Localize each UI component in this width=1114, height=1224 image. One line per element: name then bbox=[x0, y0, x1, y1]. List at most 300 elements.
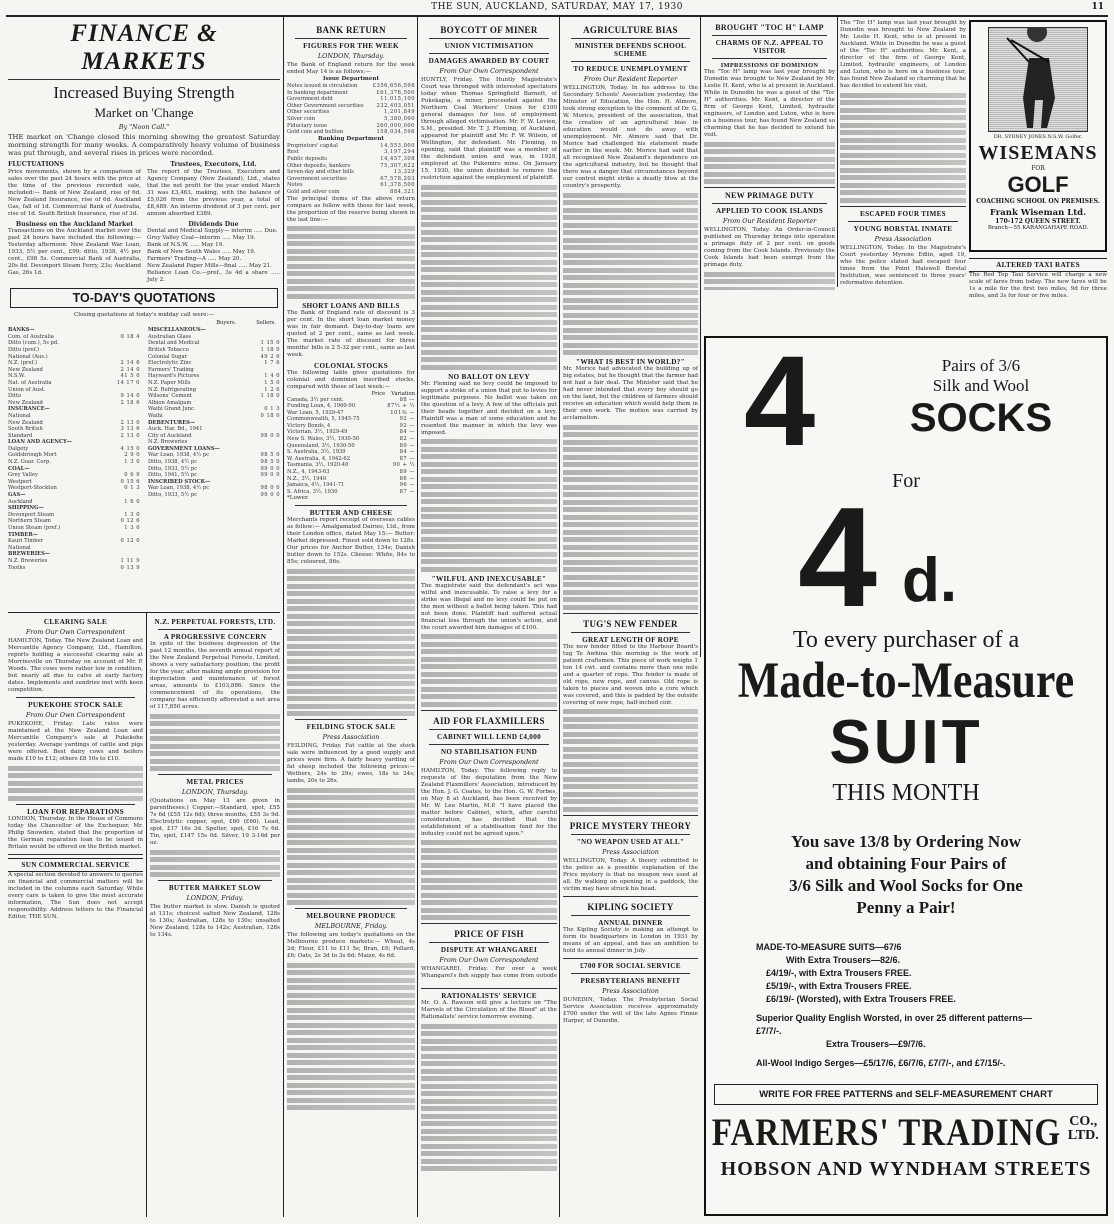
colonial-row bbox=[287, 416, 415, 423]
bank-intro: The Bank of England return for the week ended May 14 is as follows:— bbox=[287, 62, 415, 75]
quote-row bbox=[148, 367, 280, 374]
quote-row-value: 1 4 0 bbox=[264, 373, 280, 380]
colonial-row bbox=[287, 482, 415, 489]
banking-row bbox=[287, 169, 415, 176]
quote-row-value: 99 0 0 bbox=[260, 472, 280, 479]
dividend-item: Dental and Medical Supply— interim ..... Due. bbox=[147, 228, 278, 235]
quote-row-label: Devonport Steam bbox=[8, 511, 55, 518]
colonial-row-label: W. Australia, 4, 1942-62 bbox=[287, 455, 350, 462]
impressions-title: IMPRESSIONS OF DOMINION bbox=[720, 62, 819, 69]
big-four-d: 4 bbox=[798, 478, 877, 637]
service-title: £700 FOR SOCIAL SERVICE bbox=[580, 961, 681, 970]
progressive-title: A PROGRESSIVE CONCERN bbox=[163, 633, 267, 641]
issue-row-label: Silver coin bbox=[287, 115, 316, 122]
colonial-row-value: 90 + ½ bbox=[392, 462, 415, 469]
weapon-title: "NO WEAPON USED AT ALL" bbox=[576, 837, 685, 846]
issue-row-value: 158,034,598 bbox=[376, 129, 415, 136]
issue-row bbox=[287, 123, 415, 130]
colonial-row-label: New S. Wales, 3½, 1930-50 bbox=[287, 436, 360, 443]
quote-row-value: 98 5 0 bbox=[260, 452, 280, 459]
quote-row-label: Ditto, 1941, 5½ pc bbox=[148, 472, 198, 479]
indigo-serges: All-Wool Indigo Serges—£5/17/6, £6/7/6, £7/7/-, and £7/15/-. bbox=[756, 1058, 1006, 1068]
quote-row-label: National bbox=[8, 544, 31, 551]
colonial-row-value: 92 — bbox=[399, 422, 415, 429]
quote-row-value: 0 18 0 bbox=[260, 412, 280, 419]
quote-row bbox=[8, 525, 140, 532]
quote-row-label: DEBENTURES— bbox=[148, 419, 196, 426]
reduce-title: TO REDUCE UNEMPLOYMENT bbox=[573, 65, 688, 73]
quote-row-label: Westport-Stockton bbox=[8, 485, 57, 492]
dividend-item: Reliance Loan Co.—pref., 3s 4d a share ..... July 2. bbox=[147, 270, 280, 284]
quote-row-label: Goldsbrough Mort bbox=[8, 452, 57, 459]
save-line-3: 3/6 Silk and Wool Socks for One bbox=[789, 876, 1023, 895]
quote-row-label: Westport bbox=[8, 478, 32, 485]
quote-row-value: 0 6 9 bbox=[124, 472, 140, 479]
masthead-title: THE SUN, AUCKLAND, SATURDAY, MAY 17, 1930 bbox=[431, 2, 683, 12]
intro-paragraph: THE market on 'Change closed this morning showing the greatest Saturday morning strength for many weeks. A comparatively heavy volume of business was put through, and several rises in prices were recorded. bbox=[8, 133, 280, 157]
quote-row bbox=[8, 413, 140, 420]
melbourne-title: MELBOURNE PRODUCE bbox=[306, 912, 396, 921]
quote-row bbox=[8, 479, 140, 486]
fluctuations-text: Price movements, shown by a comparison of sales over the past 24 hours with the price at the time of the previous recorded sale, included:— Bank of New Zealand, rise of 6d. New Zealand Insurance, rise of 6d. Auckland Gas, fall of 1d. Commercial Bank of Australia, rise of 1d. South British Insurance, rise of 3d. bbox=[8, 168, 141, 217]
colonial-text: The following table gives quotations for colonial and dominion inscribed stocks, compared with those of last week:— bbox=[287, 369, 415, 390]
nz-forests-text: In spite of the business depression of the past 12 months, the seventh annual report of the New Zealand Perpetual Forests, Limited, shows a very satisfactory position; the profit for the year, after making ample provision for depreciation and maintenance of forest areas, amounts to £103,886. Since the commencement of its operations, the company has efficiently afforested a net area of 117,850 acres. bbox=[150, 641, 280, 710]
quote-row-label: Australian Glass bbox=[148, 333, 192, 340]
quote-row bbox=[148, 334, 280, 341]
headline: Increased Buying Strength bbox=[53, 83, 235, 102]
store-address: HOBSON AND WYNDHAM STREETS bbox=[720, 1158, 1092, 1180]
quote-row-label: TIMBER— bbox=[8, 531, 38, 538]
butter-market-title: BUTTER MARKET SLOW bbox=[168, 884, 262, 892]
quote-row-label: Electrolytic Zinc bbox=[148, 360, 192, 367]
boycott-column bbox=[421, 20, 557, 980]
quote-row-value: 2 13 0 bbox=[120, 419, 140, 426]
annual-title: ANNUAL DINNER bbox=[598, 918, 663, 927]
banking-row bbox=[287, 149, 415, 156]
quote-row-value: 49 2 6 bbox=[260, 353, 280, 360]
quote-row bbox=[8, 518, 140, 525]
dividends-heading: Dividends Due bbox=[188, 220, 239, 228]
issue-row-value: £61,378,500 bbox=[376, 89, 415, 96]
socks-word: SOCKS bbox=[909, 396, 1053, 440]
price-1: £4/19/-, with Extra Trousers FREE. bbox=[766, 968, 912, 978]
quote-row-label: Ditto, 1938, 4½ pc bbox=[148, 459, 198, 466]
sun-service-text: A special section devoted to answers to queries on financial and commercial matters will be included in the columns each Saturday. While every care is taken to give the most accurate information, The Sun does not accept responsibility. Address letters to the Financial Editor, THE SUN. bbox=[8, 871, 143, 920]
bias-text: WELLINGTON, Today. In his address to the Secondary Schools' Association yesterday, the Minister of Education, the Hon. H. Atmore, took strong exception to the comment of Dr. G. W. Morice, president of the association, that the creation of an agricultural bias in education would not do away with unemployment. Mr. Atmore said that Dr. Morice had challenged his statement made earlier in the week. Mr. Morice had said that all recognised New Zealand's dependence on the agricultural industry, but he thought that there was a danger that circumstances beyond our control might strike a deadly blow at the country's prosperity. bbox=[563, 85, 698, 189]
colonial-title: COLONIAL STOCKS bbox=[313, 361, 389, 370]
feilding-text: FEILDING, Friday. Fat cattle at the stock sale were influenced by a good supply and prices were firm. A fairly heavy yarding of fat sheep included the following prices:— Wethers, 24s to 29s; ewes, 18s to 24s; lambs, 20s to 26s. bbox=[287, 743, 415, 785]
quote-row bbox=[148, 340, 280, 347]
quote-row-value: 4 15 0 bbox=[120, 445, 140, 452]
dividend-item: Bank of New South Wales ..... May 19. bbox=[147, 249, 256, 256]
taxi-text: The Red Top Taxi Service will charge a new scale of fares from today. The new fares will be 1s a mile for the first two miles, 9d for three miles, and 3s for four or five miles. bbox=[969, 272, 1107, 299]
fish-title: PRICE OF FISH bbox=[454, 929, 524, 939]
golf-firm: Frank Wiseman Ltd. bbox=[989, 208, 1087, 218]
golf-school: COACHING SCHOOL ON PREMISES. bbox=[976, 198, 1100, 205]
quote-row-value: 2 13 0 bbox=[120, 432, 140, 439]
rope-title: GREAT LENGTH OF ROPE bbox=[582, 635, 679, 644]
quote-row-label: City of Auckland bbox=[148, 432, 192, 439]
ballot-title: NO BALLOT ON LEVY bbox=[448, 372, 530, 381]
quote-row-label: Albion Amalgam bbox=[148, 399, 192, 406]
sun-service-title: SUN COMMERCIAL SERVICE bbox=[8, 858, 143, 872]
issue-row-value: £356,656,598 bbox=[372, 83, 415, 89]
price-list bbox=[756, 941, 1056, 1070]
price-3: £6/19/- (Worsted), with Extra Trousers FREE. bbox=[766, 994, 956, 1004]
col5b bbox=[840, 20, 966, 290]
butter-market-text: The butter market is slow. Danish is quoted at 131s; choicest salted New Zealand, 128s to 130s; Australian, 128s to 130s; unsalted New Zealand, 128s to 142s; Australian, 128s to 134s. bbox=[150, 904, 280, 938]
issue-row bbox=[287, 83, 415, 90]
divider bbox=[8, 612, 280, 613]
col1-bottom-right bbox=[150, 615, 280, 1215]
colonial-row-label: Tasmania, 3½, 1920-40 bbox=[287, 462, 349, 469]
quote-row-value: 0 13 9 bbox=[120, 564, 140, 571]
quotations-left bbox=[8, 327, 140, 571]
fish-source: From Our Own Correspondent bbox=[439, 956, 539, 964]
quote-row-label: National (Aus.) bbox=[8, 353, 48, 360]
banking-row-label: Other deposits, bankers bbox=[287, 162, 351, 169]
aid-source: From Our Own Correspondent bbox=[439, 757, 539, 766]
mtm-price: MADE-TO-MEASURE SUITS—67/6 bbox=[756, 942, 902, 952]
clearing-title: CLEARING SALE bbox=[43, 618, 108, 626]
colonial-row bbox=[287, 462, 415, 469]
banking-row-value: 884,321 bbox=[390, 188, 415, 195]
quote-row-value: 1 18 0 bbox=[260, 393, 280, 400]
colonial-row-value: 80 — bbox=[399, 442, 415, 449]
toch-column bbox=[704, 20, 835, 290]
what-title: "WHAT IS BEST IN WORLD?" bbox=[576, 358, 685, 366]
primage-source: From Our Resident Reporter bbox=[722, 217, 817, 225]
colonial-footnote: *Lower. bbox=[287, 495, 309, 502]
quote-row-value: 2 14 6 bbox=[120, 360, 140, 367]
aid-text: HAMILTON, Today. The following reply to requests of the deputation from the New Zealand Flaxmillers' Association, introduced by the Hon. J. G. Coates, to the Hon. G. W. Forbes, on May 8 at Auckland, has been received by Mr. W. Lee Martin, M.P. "I have placed the matter before Cabinet, which, after careful consideration, has decided that the establishment of a stabilisation fund for the industry could not be agreed upon." bbox=[421, 767, 557, 837]
issue-row bbox=[287, 116, 415, 123]
quote-row-value: 99 0 0 bbox=[260, 465, 280, 472]
quote-row-value: 0 15 6 bbox=[120, 478, 140, 485]
pence-d: d. bbox=[902, 546, 958, 615]
quote-row-label: N.S.W. bbox=[8, 373, 25, 380]
butter-cheese-text: Merchants report receipt of overseas cables as follow:— Amalgamated Dairies, Ltd., from their London office, dated May 15:— Butter: Market depressed. Finest sold down to 128s. Our prices for Anchor Butter, 134s; Danish butter down to 152s. Cheese: White, 84s to 85s; coloured, 86s. bbox=[287, 517, 415, 566]
banking-row-label: Public deposits bbox=[287, 155, 327, 162]
rationalists-text: Mr. O. A. Rawson will give a lecture on "The Marvels of the Circulation of the Blood" at the Rationalists' service tomorrow evening. bbox=[421, 1000, 557, 1020]
quote-row-label: Waihi bbox=[148, 412, 163, 419]
golf-for: FOR bbox=[1031, 165, 1045, 172]
quote-row-value: 98 5 0 bbox=[260, 459, 280, 466]
quote-row bbox=[8, 485, 140, 492]
banking-row-value: 14,553,000 bbox=[380, 142, 415, 149]
butter-market-dateline: LONDON, Friday. bbox=[186, 894, 244, 902]
quote-row bbox=[148, 327, 280, 334]
fish-text: WHANGAREI, Friday. For over a week Whangarei's fish supply has come from outside bbox=[421, 966, 557, 979]
quote-row-value: 98 0 0 bbox=[260, 432, 280, 439]
issue-row-value: 5,380,000 bbox=[384, 115, 415, 122]
quote-row bbox=[148, 393, 280, 400]
quote-row-value: 1 5 0 bbox=[264, 379, 280, 386]
banking-row-label: Proprietors' capital bbox=[287, 142, 338, 149]
quote-row-label: Waihi Grand Junc. bbox=[148, 406, 196, 413]
ballot-text: Mr. Fleming said no levy could be imposed to support a strike of a union that put to levies for legitimate purposes. No ballot was taken on the question of a levy. A few of the officials put their heads together and decided on a levy. Plaintiff was a man of some education and he resented the manner in which the levy was imposed. bbox=[421, 380, 557, 436]
sellers-header: Sellers. bbox=[256, 320, 276, 327]
escaped-title: ESCAPED FOUR TIMES bbox=[860, 209, 946, 218]
quote-row bbox=[8, 400, 140, 407]
aid-title: AID FOR FLAXMILLERS bbox=[433, 715, 545, 726]
colonial-row-label: S. Africa, 3½, 1930 bbox=[287, 488, 338, 495]
colonial-row-label: Funding Loan, 4, 1960-90 bbox=[287, 403, 356, 410]
colonial-row-label: Queensland, 3½, 1930-50 bbox=[287, 442, 355, 449]
bank-dateline: LONDON, Thursday. bbox=[317, 52, 385, 60]
issue-row-label: In banking department bbox=[287, 89, 348, 96]
quote-row bbox=[148, 413, 280, 420]
colonial-row-label: War Loan, 5, 1929-47 bbox=[287, 409, 344, 416]
quote-row-label: Ditto bbox=[8, 393, 22, 400]
rationalists-block bbox=[421, 985, 557, 1215]
quote-row-label: War Loan, 1938, 4½ pc bbox=[148, 485, 210, 492]
colonial-row-value: 82 — bbox=[399, 436, 415, 443]
quote-row-label: War Loan, 1938, 4½ pc bbox=[148, 452, 210, 459]
column-rule bbox=[283, 17, 284, 1217]
bank-note: The principal items of the above return compare as follow with those for last week, the proportion of the reserve being shown in the last line:— bbox=[287, 195, 415, 223]
dividend-item: Grey Valley Coal—interim ..... May 19. bbox=[147, 235, 256, 242]
union-title: UNION VICTIMISATION bbox=[444, 42, 534, 50]
quote-row-value: 98 0 0 bbox=[260, 485, 280, 492]
quote-row-value: 0 1 3 bbox=[124, 485, 140, 492]
quote-row bbox=[148, 347, 280, 354]
banking-row-value: 67,578,203 bbox=[380, 175, 415, 182]
banking-heading: Banking Department bbox=[318, 135, 384, 142]
quote-row-value: 2 9 0 bbox=[124, 452, 140, 459]
quote-row bbox=[8, 532, 140, 539]
wilful-text: The magistrate said the defendant's act was wilful and inexcusable. To raise a levy for a strike was illegal and no levy could be put on the men without a ballot being taken. This had not been done. Plaintiff had suffered actual financial loss through the union's action, and the court awarded him damages of £100. bbox=[421, 582, 557, 631]
quote-row bbox=[148, 387, 280, 394]
melbourne-dateline: MELBOURNE, Friday. bbox=[314, 922, 388, 931]
stabilisation-title: NO STABILISATION FUND bbox=[440, 747, 538, 756]
quotations-note: Closing quotations at today's midday call were:— bbox=[74, 312, 214, 319]
column-rule bbox=[837, 17, 838, 287]
toch-continued: The "Toc H" lamp was last year brought by Dunedin was brought to New Zealand by Mr. Leslie H. Kent, who is at present in Auckland. While in Dunedin he was a guest of the "Toc H" authorities. Mr. Kent, a director of the firm of George Kent, Limited, hydraulic engineers, of London and Luton, who is here on a business tour, has found New Zealand so charming that he has decided to extend his visit. bbox=[840, 20, 966, 89]
kipling-text: The Kipling Society is making an attempt to form its headquarters in London in 1931 by means of an appeal, and has an ambition to hold its annual dinner in July. bbox=[563, 926, 698, 954]
save-line-4: Penny a Pair! bbox=[856, 898, 956, 917]
taxi-title: ALTERED TAXI RATES bbox=[969, 258, 1107, 272]
loan-title: LOAN FOR REPARATIONS bbox=[27, 807, 124, 816]
quote-row-label: BANKS— bbox=[8, 327, 35, 334]
colonial-row-label: N.Z., 4, 1943-63 bbox=[287, 469, 330, 476]
colonial-row-value: 89 — bbox=[399, 469, 415, 476]
price-header: Price bbox=[371, 390, 386, 397]
banking-row bbox=[287, 163, 415, 170]
quote-row bbox=[8, 459, 140, 466]
tug-text: The new fender fitted to the Harbour Board's tug Te Awhina this morning is the work of patient craftsmen. This piece of work weighs 1 ton 14 cwt. and contains more than one mile and a quarter of rope. The fender is made of old rope, new rope, and canvas. Old rope is taken to pieces and woven into a core which was covered, and this is padded by the outside covering of new rope, half-inched coir. bbox=[563, 643, 698, 706]
quote-row-label: Com. of Australia bbox=[8, 333, 54, 340]
this-month: THIS MONTH bbox=[832, 780, 980, 806]
clearing-source: From Our Own Correspondent bbox=[25, 628, 126, 636]
mystery-title: PRICE MYSTERY THEORY bbox=[569, 820, 692, 831]
mystery-source: Press Association bbox=[602, 847, 659, 856]
colonial-row-label: Commonwealth, 5, 1945-75 bbox=[287, 416, 360, 423]
quote-row-label: Ditto, 1933, 5½ pc bbox=[148, 492, 198, 499]
taxi-block bbox=[969, 256, 1107, 332]
mystery-text: WELLINGTON, Today. A theory submitted to the police as a possible explanation of the Price mystery is that no weapon was used at all. By walking on opening in a paddock, the victim may have struck his head. bbox=[563, 857, 698, 892]
quote-row-label: Standard bbox=[8, 432, 33, 439]
quote-row bbox=[148, 420, 280, 427]
issue-row-value: 11,015,100 bbox=[380, 96, 415, 103]
quote-row-label: GOVERNMENT LOANS— bbox=[148, 445, 220, 452]
quote-row-label: Grey Valley bbox=[8, 472, 38, 479]
savings-block bbox=[706, 831, 1106, 919]
banking-row bbox=[287, 189, 415, 196]
quote-row bbox=[148, 354, 280, 361]
fluctuations-heading: FLUCTUATIONS bbox=[8, 161, 65, 168]
banking-row bbox=[287, 156, 415, 163]
quote-row-label: Hayward's Pictures bbox=[148, 373, 200, 380]
colonial-row bbox=[287, 449, 415, 456]
issue-row bbox=[287, 129, 415, 136]
colonial-row-label: N.Z., 3½, 1940 bbox=[287, 475, 327, 482]
banking-row-value: 75,307,622 bbox=[380, 162, 415, 169]
farmers-trading-name: FARMERS' TRADING bbox=[711, 1111, 1062, 1155]
quote-row-label: Dental and Medical bbox=[148, 340, 200, 347]
issue-row-label: Other Government securities bbox=[287, 102, 364, 109]
colonial-row bbox=[287, 410, 415, 417]
quote-row bbox=[8, 426, 140, 433]
quote-row bbox=[8, 367, 140, 374]
quote-row-value: 0 18 4 bbox=[120, 333, 140, 340]
quote-row-label: N.Z. Breweries bbox=[8, 557, 48, 564]
butter-cheese-title: BUTTER AND CHEESE bbox=[309, 509, 393, 518]
quote-row-value: 2 18 6 bbox=[120, 399, 140, 406]
issue-row-value: 260,000,000 bbox=[376, 122, 415, 129]
quote-row bbox=[8, 406, 140, 413]
quote-row-label: GAS— bbox=[8, 492, 26, 499]
service-source: Press Association bbox=[602, 986, 659, 995]
column-rule bbox=[417, 17, 418, 1217]
feilding-title: FEILDING STOCK SALE bbox=[306, 723, 396, 732]
toch-text: The "Toc H" lamp was last year brought by Dunedin was brought to New Zealand by Mr. Leslie H. Kent, who is at present in Auckland. While in Dunedin he was a guest of the "Toc H" authorities. Mr. Kent, a director of the firm of George Kent, Limited, hydraulic engineers, of London and Luton, who is here on a business tour, has found New Zealand so charming that he has decided to extend his visit. bbox=[704, 69, 835, 138]
golfer-photo bbox=[988, 27, 1088, 132]
dividends-list bbox=[147, 228, 280, 284]
borstal-title: YOUNG BORSTAL INMATE bbox=[853, 224, 953, 233]
dividend-item: Bank of N.S.W. ..... May 19. bbox=[147, 242, 225, 249]
banking-row bbox=[287, 143, 415, 150]
subheadline: Market on 'Change bbox=[94, 105, 194, 120]
colonial-row bbox=[287, 436, 415, 443]
issue-row-value: 1,201,849 bbox=[384, 109, 415, 116]
quote-row bbox=[148, 373, 280, 380]
pairs-line: Pairs of 3/6 bbox=[941, 356, 1021, 375]
issue-row bbox=[287, 109, 415, 116]
quote-row-label: SHIPPING— bbox=[8, 505, 44, 512]
what-text: Mr. Morice had advocated the building up of big estates, but he thought that the farmer had not had a fair deal. The Minister said that he had never intended that every boy should go on the land, but the children of farmers should receive an education which would help them in their own work. The motion was carried by acclamation. bbox=[563, 366, 698, 421]
page-number: 11 bbox=[1091, 2, 1104, 12]
big-four: 4 bbox=[744, 330, 816, 473]
tug-title: TUG'S NEW FENDER bbox=[583, 618, 678, 629]
issue-row-label: Fiduciary issue bbox=[287, 122, 328, 129]
quote-row-label: Nat. of Australia bbox=[8, 379, 52, 386]
banking-row-label: Gold and silver coin bbox=[287, 188, 340, 195]
boycott-source: From Our Own Correspondent bbox=[439, 67, 539, 75]
quote-row bbox=[8, 472, 140, 479]
colonial-row-value: 87 — bbox=[399, 488, 415, 495]
quote-row-label: Tooths bbox=[8, 564, 26, 571]
quote-row bbox=[148, 492, 280, 499]
quote-row-label: N.Z. (pref.) bbox=[8, 360, 37, 367]
quote-row bbox=[8, 538, 140, 545]
golf-address-1: 170-172 QUEEN STREET. bbox=[995, 218, 1081, 225]
save-line-1: You save 13/8 by Ordering Now bbox=[791, 832, 1021, 851]
quote-row-label: N.Z. Guar. Corp. bbox=[8, 459, 51, 466]
trustees-heading: Trustees, Executors, Ltd. bbox=[170, 161, 257, 168]
firm-name bbox=[706, 1111, 1106, 1155]
quote-row-label: BREWERIES— bbox=[8, 551, 51, 558]
colonial-row-label: S. Australia, 3½, 1939 bbox=[287, 449, 346, 456]
issue-row-label: Other securities bbox=[287, 109, 330, 116]
service-text: DUNEDIN, Today. The Presbyterian Social Service Association receives approximately £700 under the will of the late Agnes Finnie Harper, of Dunedin. bbox=[563, 996, 698, 1024]
col1-bottom-left bbox=[8, 615, 143, 1215]
quote-row bbox=[8, 393, 140, 400]
quote-row bbox=[8, 512, 140, 519]
quote-row bbox=[8, 439, 140, 446]
colonial-row bbox=[287, 469, 415, 476]
quote-row-label: Ditto, 1933, 5½ pc bbox=[148, 465, 198, 472]
issue-row-value: 232,403,051 bbox=[376, 102, 415, 109]
section-title: FINANCE & MARKETS bbox=[70, 20, 218, 75]
golf-address-2: Branch—55 KARANGAHAPE ROAD. bbox=[987, 225, 1089, 231]
quote-row-label: New Zealand bbox=[8, 399, 43, 406]
variation-header: Variation bbox=[391, 390, 415, 397]
colonial-row-label: Victorian, 3½, 1929-49 bbox=[287, 429, 348, 436]
colonial-row bbox=[287, 489, 415, 496]
quote-row-label: Union of Aust. bbox=[8, 386, 46, 393]
issue-row bbox=[287, 103, 415, 110]
quote-row bbox=[8, 492, 140, 499]
quote-row bbox=[148, 400, 280, 407]
quote-row-label: National bbox=[8, 412, 31, 419]
quote-row-value: 1 3 0 bbox=[124, 525, 140, 531]
quote-row-label: INSCRIBED STOCK— bbox=[148, 478, 211, 485]
quote-row-label: Ditto (pref.) bbox=[8, 346, 40, 353]
issue-table bbox=[287, 83, 415, 136]
quote-row bbox=[8, 505, 140, 512]
metal-title: METAL PRICES bbox=[186, 778, 244, 786]
colonial-table bbox=[287, 397, 415, 496]
quote-row bbox=[148, 459, 280, 466]
escaped-source: Press Association bbox=[874, 234, 932, 243]
melbourne-text: The following are today's quotations on the Melbourne produce markets:— Wheat, 4s 2d; Flour, £11 to £11 5s; Bran, £6; Pollard, £6; Oats, 2s 3d to 3s 6d; Maize, 4s 6d. bbox=[287, 932, 415, 960]
column-rule bbox=[700, 17, 701, 657]
quote-row-label: N.Z. Refrigerating bbox=[148, 386, 197, 393]
short-loans-text: The Bank of England rate of discount is 3 per cent. In the short loan market money was in fair demand. Day-to-day loans are quoted at 2 per cent., same as last week. The market rate of discount for three months' bills is 2 5-32 per cent., same as last week. bbox=[287, 309, 415, 358]
issue-heading: Issue Department bbox=[322, 76, 380, 82]
quote-row bbox=[8, 558, 140, 565]
colonial-row bbox=[287, 403, 415, 410]
quote-row bbox=[8, 380, 140, 387]
banking-row bbox=[287, 182, 415, 189]
quote-row-value: 1 2 6 bbox=[264, 386, 280, 393]
metal-text: (Quotations on May 13 are given in parentheses.) Copper.—Standard, spot, £55 7s 6d (£55 12s 6d); three months, £55 3s 9d. Electrolytic copper, spot, £60 (£60). Lead, spot, £17 16s 3d. Spelter, spot, £16 7s 6d. Tin, spot, £147 15s 0d. Silver, 19 3-16d per oz. bbox=[150, 798, 280, 846]
boycott-text: HUNTLY, Friday. The Huntly Magistrate's Court was thronged with interested spectators today when Thomas Springfield Barnett, of Pukekapia, a miner, proceeded against the Northern Coal Workers' Union for £100 general damages for loss of employment through alleged victimisation. Mr. F. W. Levien, S.M., presided. Mr. T. J. Fleming, of Auckland, appeared for plaintiff and Mr. F. W. Wilson, of Wellington, for defendant. Mr. Fleming, in opening, said that plaintiff was a member of the defendant union and was, in 1929, employed at the Pukemiro mine. On January 15, 1930, the union decided to remove the restriction against the employment of plaintiff. bbox=[421, 77, 557, 181]
issue-row-label: Notes issued in circulation bbox=[287, 83, 358, 89]
dispute-title: DISPUTE AT WHANGAREI bbox=[440, 946, 538, 954]
colonial-row-value: 86 — bbox=[399, 475, 415, 482]
quote-row bbox=[8, 360, 140, 367]
minister-title: MINISTER DEFENDS SCHOOL SCHEME bbox=[574, 42, 687, 58]
quote-row-label: British Tobacco bbox=[148, 346, 189, 353]
rationalists-title: RATIONALISTS' SERVICE bbox=[441, 992, 537, 1000]
golf-brand: WISEMANS bbox=[978, 142, 1098, 164]
extra-trousers: With Extra Trousers—82/6. bbox=[786, 955, 900, 965]
colonial-row-value: 84 — bbox=[399, 449, 415, 456]
business-heading: Business on the Auckland Market bbox=[15, 220, 134, 228]
banking-table bbox=[287, 143, 415, 196]
